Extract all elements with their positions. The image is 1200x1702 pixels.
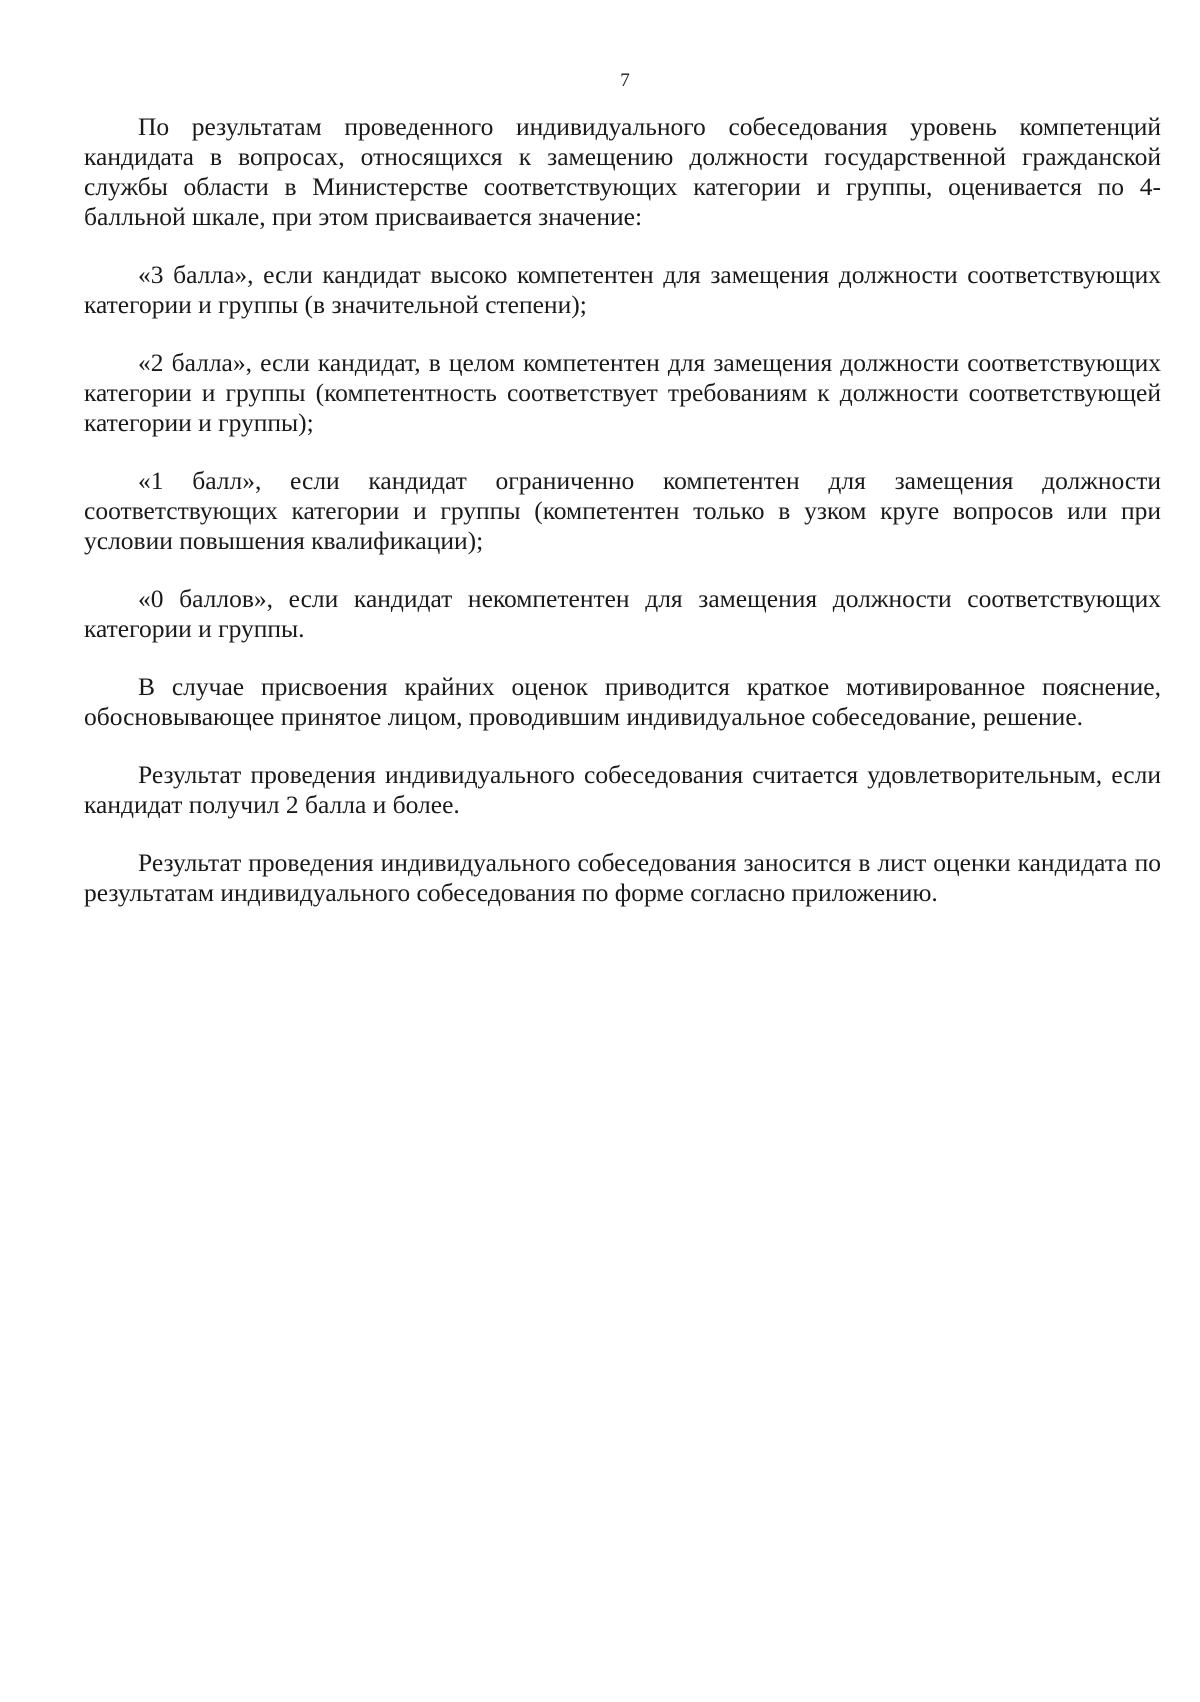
document-body [84,112,1161,936]
paragraph-score-1: «1 балл», если кандидат ограниченно компетентен для замещения должности соответствующих категории и группы (компетентен только в узком круге вопросов или при условии повышения квалификации); [84,466,1161,555]
paragraph-score-3: «3 балла», если кандидат высоко компетентен для замещения должности соответствующих категории и группы (в значительной степени); [84,260,1161,319]
paragraph-score-2: «2 балла», если кандидат, в целом компетентен для замещения должности соответствующих категории и группы (компетентность соответствует требованиям к должности соответствующей категории и группы); [84,348,1161,437]
paragraph-extreme-scores: В случае присвоения крайних оценок приводится краткое мотивированное пояснение, обосновывающее принятое лицом, проводившим индивидуальное собеседование, решение. [84,672,1161,731]
paragraph-evaluation-sheet: Результат проведения индивидуального собеседования заносится в лист оценки кандидата по результатам индивидуального собеседования по форме согласно приложению. [84,848,1161,907]
paragraph-assessment-scale: По результатам проведенного индивидуального собеседования уровень компетенций кандидата в вопросах, относящихся к замещению должности государственной гражданской службы области в Министерстве соответствующих категории и группы, оценивается по 4-балльной шкале, при этом присваивается значение: [84,112,1161,231]
paragraph-satisfactory-result: Результат проведения индивидуального собеседования считается удовлетворительным, если кандидат получил 2 балла и более. [84,760,1161,819]
paragraph-score-0: «0 баллов», если кандидат некомпетентен для замещения должности соответствующих категории и группы. [84,584,1161,643]
page-number: 7 [620,70,630,91]
